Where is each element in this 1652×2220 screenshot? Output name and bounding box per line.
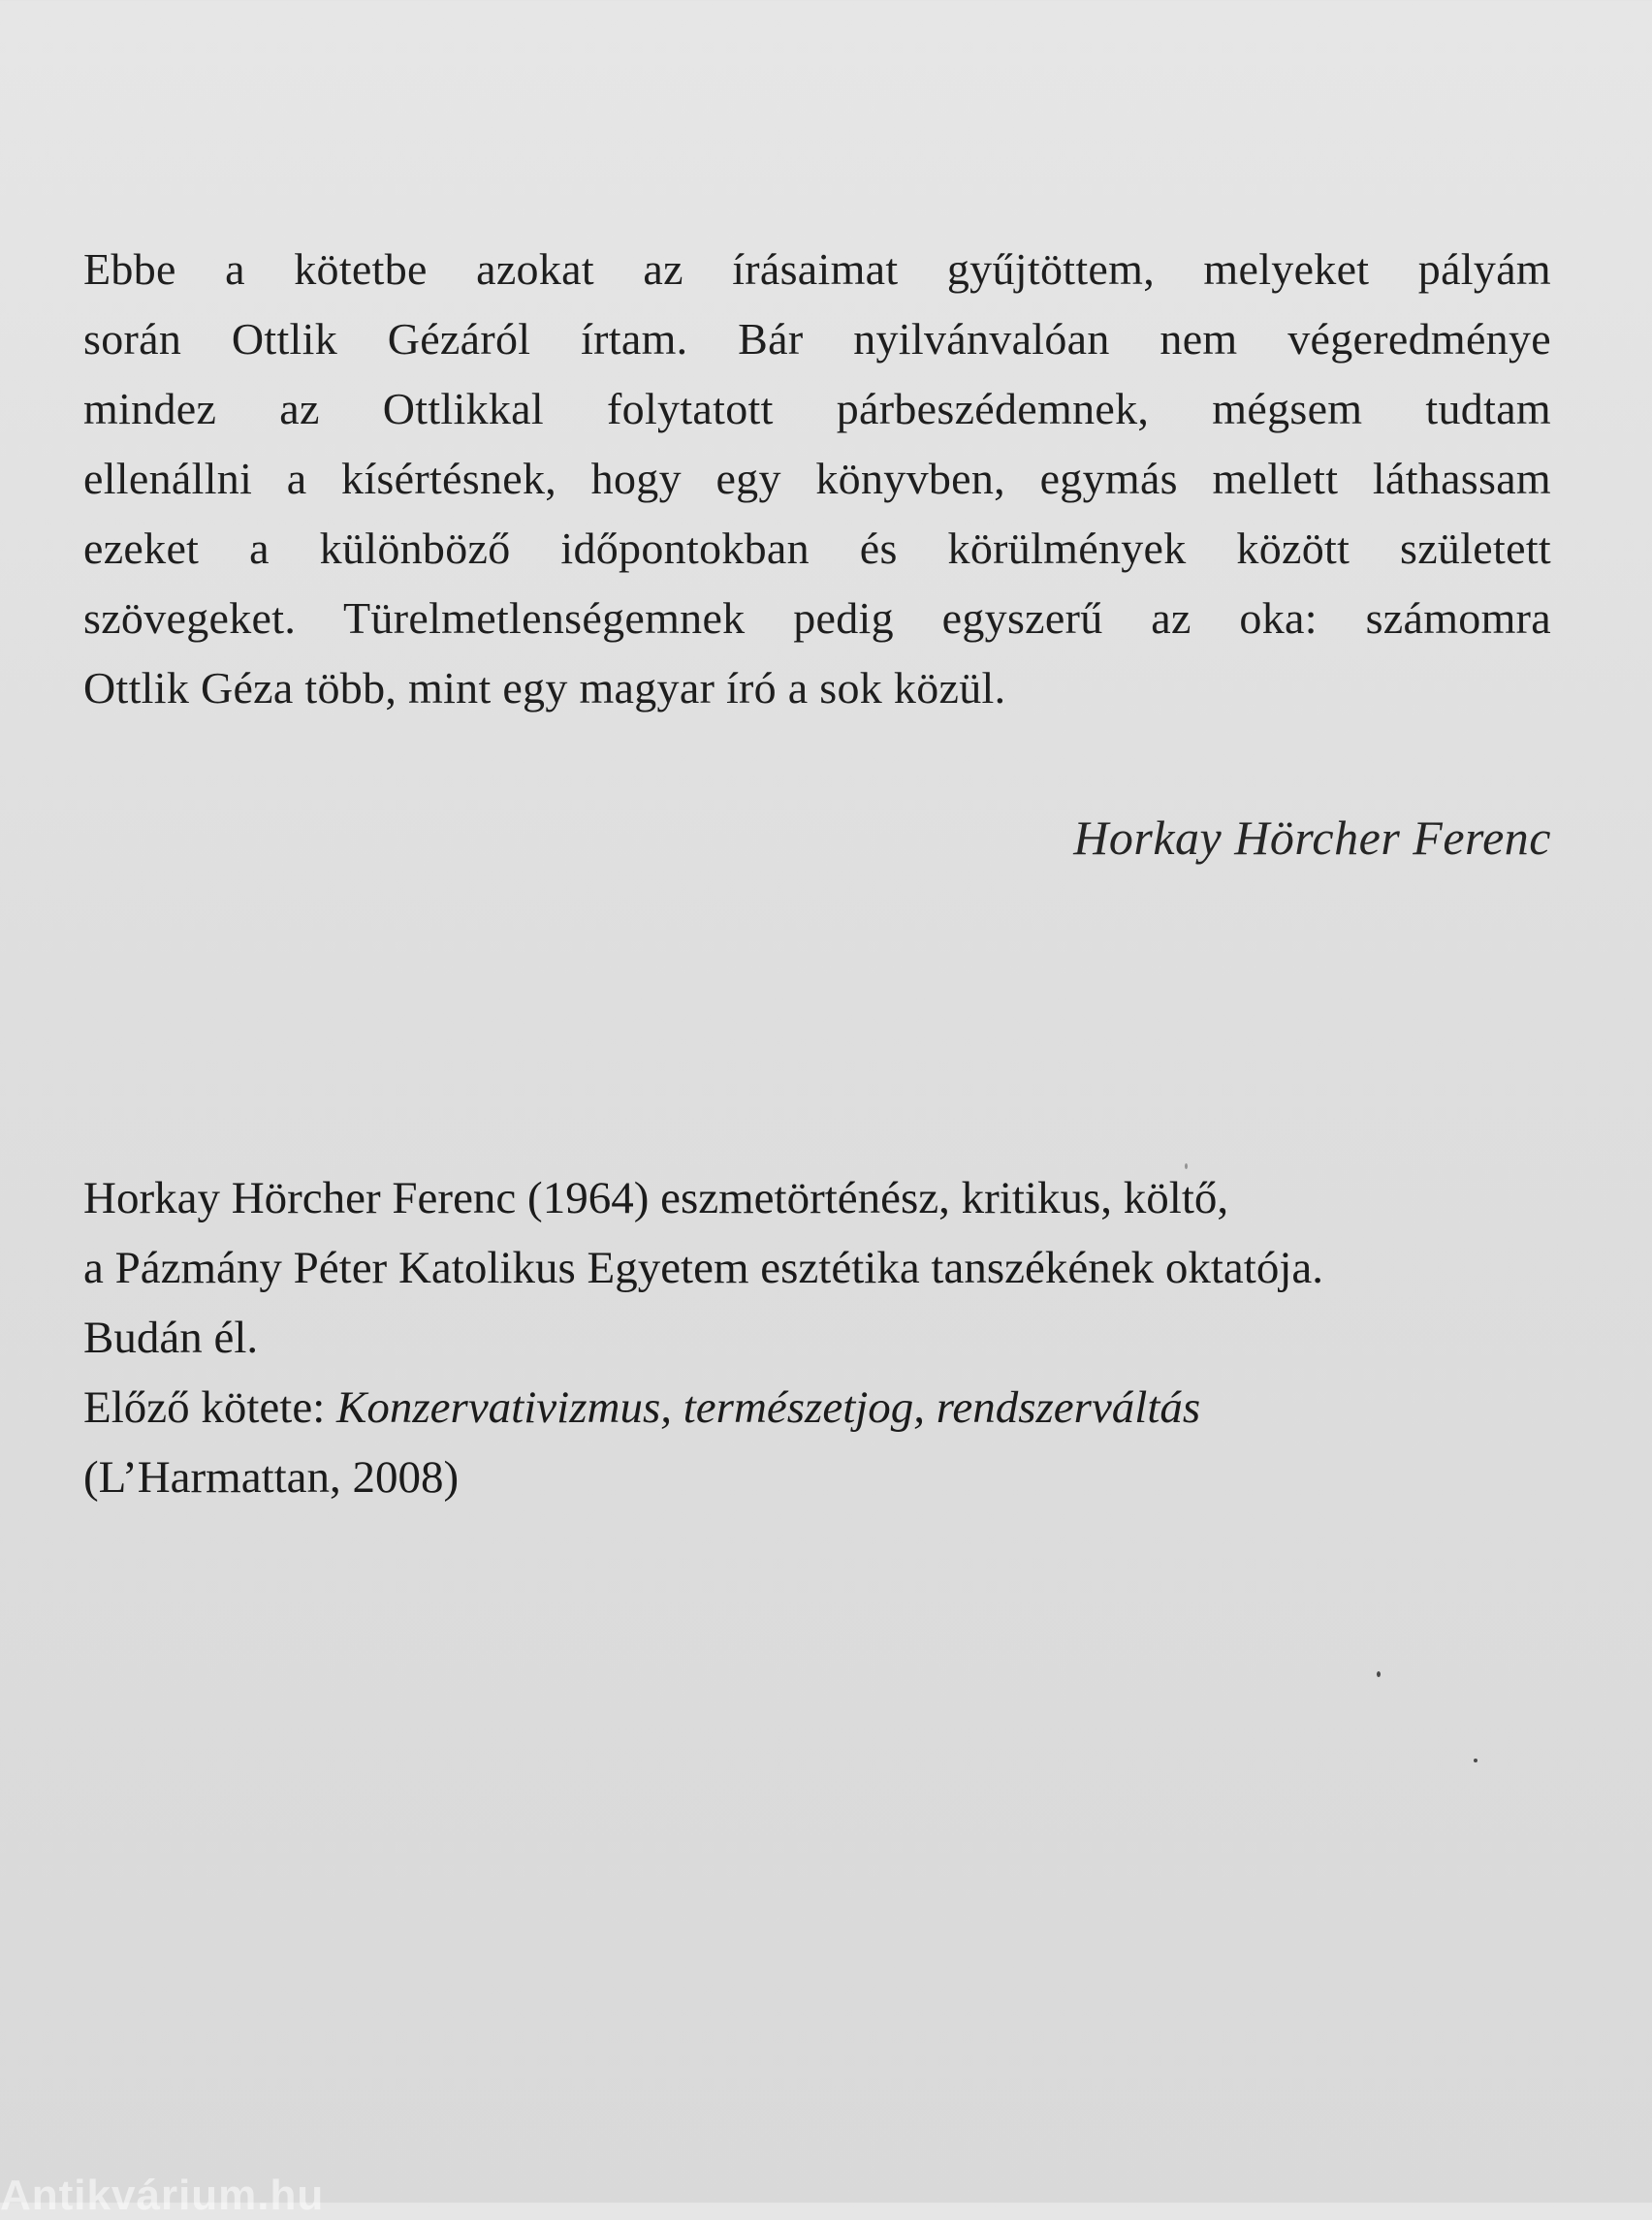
bio-line: a Pázmány Péter Katolikus Egyetem esztétika tanszékének oktatója. — [83, 1243, 1323, 1293]
blurb-line: mindez az Ottlikkal folytatott párbeszédemnek, mégsem tudtam — [83, 384, 1551, 433]
bio-line: Budán él. — [83, 1313, 259, 1363]
dust-speck — [1185, 1163, 1188, 1169]
site-watermark: Antikvárium.hu — [0, 2172, 325, 2219]
author-signature: Horkay Hörcher Ferenc — [1073, 810, 1551, 865]
previous-book-title: Konzervativizmus, természetjog, rendszerváltás — [336, 1382, 1201, 1433]
previous-book-publisher: (L’Harmattan, 2008) — [83, 1452, 460, 1503]
previous-book-line — [83, 1373, 1596, 1443]
dust-speck — [1474, 1759, 1477, 1762]
blurb-line: Ebbe a kötetbe azokat az írásaimat gyűjtöttem, melyeket pályám — [83, 244, 1551, 294]
previous-book-label: Előző kötete: — [83, 1382, 337, 1433]
blurb-paragraph — [83, 235, 1551, 723]
dust-speck — [1377, 1671, 1381, 1677]
author-bio — [83, 1163, 1596, 1512]
blurb-line: ezeket a különböző időpontokban és körülmények között született — [83, 523, 1551, 573]
blurb-line: során Ottlik Gézáról írtam. Bár nyilvánvalóan nem végeredménye — [83, 314, 1551, 364]
bio-line: Horkay Hörcher Ferenc (1964) eszmetörténész, kritikus, költő, — [83, 1173, 1229, 1223]
blurb-line: ellenállni a kísértésnek, hogy egy könyvben, egymás mellett láthassam — [83, 454, 1551, 503]
blurb-line: szövegeket. Türelmetlenségemnek pedig egyszerű az oka: számomra — [83, 593, 1551, 643]
blurb-line: Ottlik Géza több, mint egy magyar író a sok közül. — [83, 663, 1006, 713]
